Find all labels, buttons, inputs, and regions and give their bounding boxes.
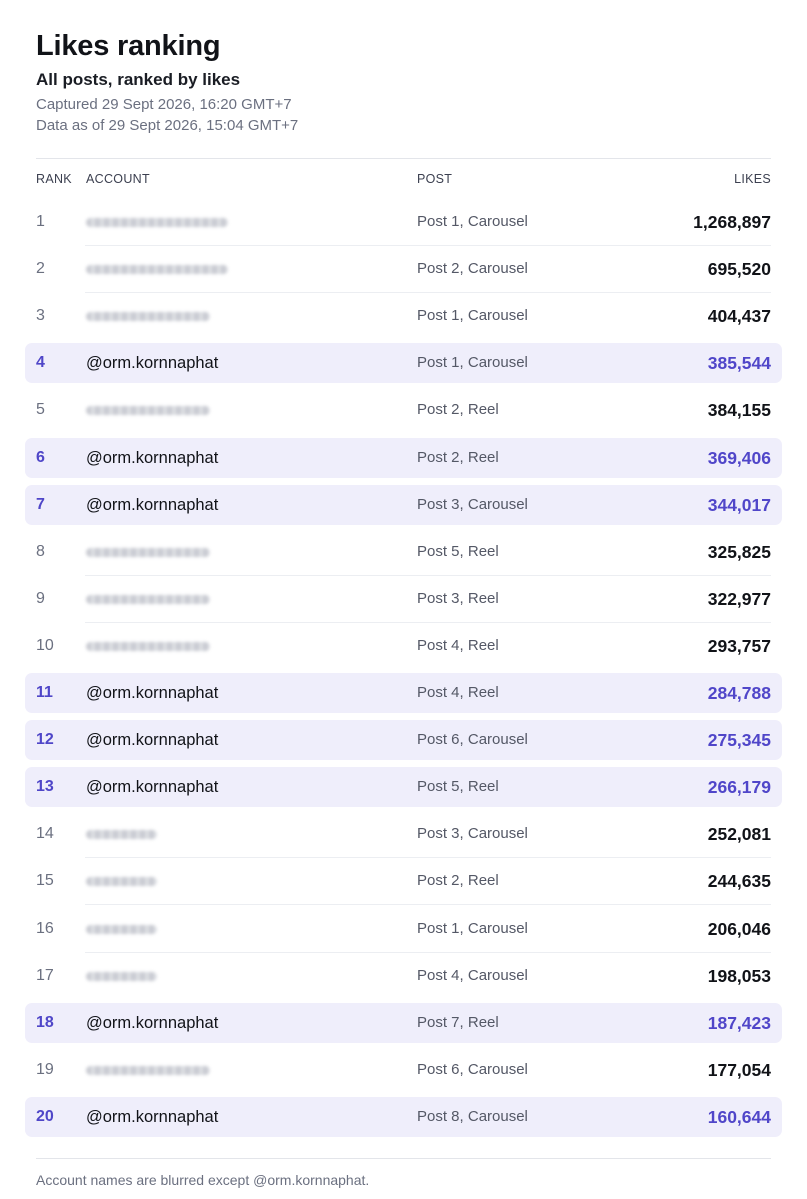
table-row	[25, 956, 782, 996]
table-row	[25, 485, 782, 525]
likes-cell: 187,423	[707, 1012, 771, 1033]
rank-cell: 7	[36, 495, 45, 513]
likes-cell: 325,825	[707, 541, 771, 562]
likes-cell: 695,520	[707, 259, 771, 280]
blurred-account-name	[86, 579, 210, 619]
likes-cell: 385,544	[707, 353, 771, 374]
post-cell: Post 5, Reel	[417, 778, 499, 796]
blurred-account-name	[86, 1050, 210, 1090]
footer-divider	[36, 1158, 771, 1159]
rank-cell: 13	[36, 778, 54, 796]
rank-cell: 3	[36, 307, 45, 325]
post-cell: Post 3, Carousel	[417, 495, 528, 513]
likes-cell: 404,437	[707, 306, 771, 327]
blurred-account-name	[86, 956, 157, 996]
blurred-account-name	[86, 249, 228, 289]
blurred-account-name	[86, 861, 157, 901]
account-name: @orm.kornnaphat	[86, 778, 219, 797]
rank-cell: 5	[36, 401, 45, 419]
page-title: Likes ranking	[36, 30, 221, 62]
rank-cell: 2	[36, 260, 45, 278]
post-cell: Post 2, Reel	[417, 401, 499, 419]
account-name: @orm.kornnaphat	[86, 448, 219, 467]
blurred-name-placeholder	[86, 312, 210, 321]
blurred-name-placeholder	[86, 595, 210, 604]
table-header	[36, 172, 771, 188]
post-cell: Post 8, Carousel	[417, 1107, 528, 1125]
likes-cell: 266,179	[707, 777, 771, 798]
blurred-account-name	[86, 390, 210, 430]
table-row	[25, 626, 782, 666]
post-cell: Post 6, Carousel	[417, 731, 528, 749]
table-row	[25, 438, 782, 478]
table-row	[25, 720, 782, 760]
likes-cell: 177,054	[707, 1059, 771, 1080]
likes-cell: 252,081	[707, 824, 771, 845]
post-cell: Post 4, Reel	[417, 636, 499, 654]
table-row	[25, 1003, 782, 1043]
column-header-likes: LIKES	[734, 172, 771, 186]
table-row	[25, 909, 782, 949]
post-cell: Post 4, Carousel	[417, 966, 528, 984]
account-name: @orm.kornnaphat	[86, 1013, 219, 1032]
data-as-of-timestamp: Data as of 29 Sept 2026, 15:04 GMT+7	[36, 117, 299, 134]
post-cell: Post 6, Carousel	[417, 1060, 528, 1078]
post-cell: Post 3, Carousel	[417, 825, 528, 843]
table-row	[25, 814, 782, 854]
footnote: Account names are blurred except @orm.kornnaphat.	[36, 1172, 370, 1188]
blurred-name-placeholder	[86, 406, 210, 415]
table-row	[25, 390, 782, 430]
blurred-name-placeholder	[86, 642, 210, 651]
rank-cell: 15	[36, 872, 54, 890]
blurred-account-name	[86, 202, 228, 242]
rank-cell: 10	[36, 636, 54, 654]
post-cell: Post 2, Reel	[417, 448, 499, 466]
rank-cell: 8	[36, 542, 45, 560]
column-header-rank: RANK	[36, 172, 72, 186]
blurred-name-placeholder	[86, 218, 228, 227]
table-row	[25, 296, 782, 336]
row-divider	[85, 904, 771, 905]
blurred-name-placeholder	[86, 548, 210, 557]
blurred-name-placeholder	[86, 1066, 210, 1075]
account-name: @orm.kornnaphat	[86, 731, 219, 750]
captured-timestamp: Captured 29 Sept 2026, 16:20 GMT+7	[36, 96, 292, 113]
post-cell: Post 4, Reel	[417, 684, 499, 701]
page-subtitle: All posts, ranked by likes	[36, 70, 241, 89]
blurred-name-placeholder	[86, 877, 157, 886]
table-row	[25, 1097, 782, 1137]
post-cell: Post 1, Carousel	[417, 354, 528, 372]
table-row	[25, 1050, 782, 1090]
likes-cell: 369,406	[707, 447, 771, 468]
row-divider	[85, 857, 771, 858]
likes-cell: 344,017	[707, 494, 771, 515]
table-row	[25, 532, 782, 572]
rank-cell: 20	[36, 1107, 54, 1125]
table-row	[25, 861, 782, 901]
table-row	[25, 343, 782, 383]
likes-cell: 1,268,897	[693, 212, 771, 232]
likes-cell: 293,757	[707, 635, 771, 656]
blurred-name-placeholder	[86, 972, 157, 981]
likes-cell: 275,345	[707, 730, 771, 751]
table-row	[25, 767, 782, 807]
post-cell: Post 7, Reel	[417, 1013, 499, 1031]
likes-cell: 206,046	[707, 918, 771, 939]
rank-cell: 14	[36, 825, 54, 843]
row-divider	[85, 952, 771, 953]
likes-cell: 244,635	[707, 871, 771, 892]
likes-cell: 284,788	[707, 683, 771, 703]
post-cell: Post 1, Carousel	[417, 919, 528, 937]
rank-cell: 19	[36, 1060, 54, 1078]
account-name: @orm.kornnaphat	[86, 495, 219, 514]
rank-cell: 12	[36, 731, 54, 749]
blurred-account-name	[86, 626, 210, 666]
blurred-name-placeholder	[86, 265, 228, 274]
rank-cell: 1	[36, 213, 45, 230]
post-cell: Post 2, Reel	[417, 872, 499, 890]
column-header-post: POST	[417, 172, 453, 186]
row-divider	[85, 575, 771, 576]
rank-cell: 9	[36, 589, 45, 607]
post-cell: Post 3, Reel	[417, 589, 499, 607]
account-name: @orm.kornnaphat	[86, 684, 219, 702]
rank-cell: 16	[36, 919, 54, 937]
table-row	[25, 673, 782, 713]
blurred-account-name	[86, 909, 157, 949]
blurred-name-placeholder	[86, 925, 157, 934]
blurred-account-name	[86, 296, 210, 336]
account-name: @orm.kornnaphat	[86, 354, 219, 373]
rank-cell: 6	[36, 448, 45, 466]
header-divider	[36, 158, 771, 159]
account-name: @orm.kornnaphat	[86, 1107, 219, 1126]
row-divider	[85, 292, 771, 293]
blurred-account-name	[86, 532, 210, 572]
column-header-account: ACCOUNT	[86, 172, 150, 186]
post-cell: Post 5, Reel	[417, 542, 499, 560]
rank-cell: 18	[36, 1013, 54, 1031]
blurred-account-name	[86, 814, 157, 854]
post-cell: Post 2, Carousel	[417, 260, 528, 278]
post-cell: Post 1, Carousel	[417, 307, 528, 325]
blurred-name-placeholder	[86, 830, 157, 839]
row-divider	[85, 245, 771, 246]
rank-cell: 11	[36, 684, 53, 701]
post-cell: Post 1, Carousel	[417, 213, 528, 230]
rank-cell: 4	[36, 354, 45, 372]
likes-cell: 384,155	[707, 400, 771, 421]
row-divider	[85, 622, 771, 623]
likes-cell: 322,977	[707, 588, 771, 609]
table-row	[25, 202, 782, 242]
likes-cell: 198,053	[707, 965, 771, 986]
likes-cell: 160,644	[707, 1106, 771, 1127]
table-row	[25, 249, 782, 289]
table-row	[25, 579, 782, 619]
rank-cell: 17	[36, 966, 54, 984]
